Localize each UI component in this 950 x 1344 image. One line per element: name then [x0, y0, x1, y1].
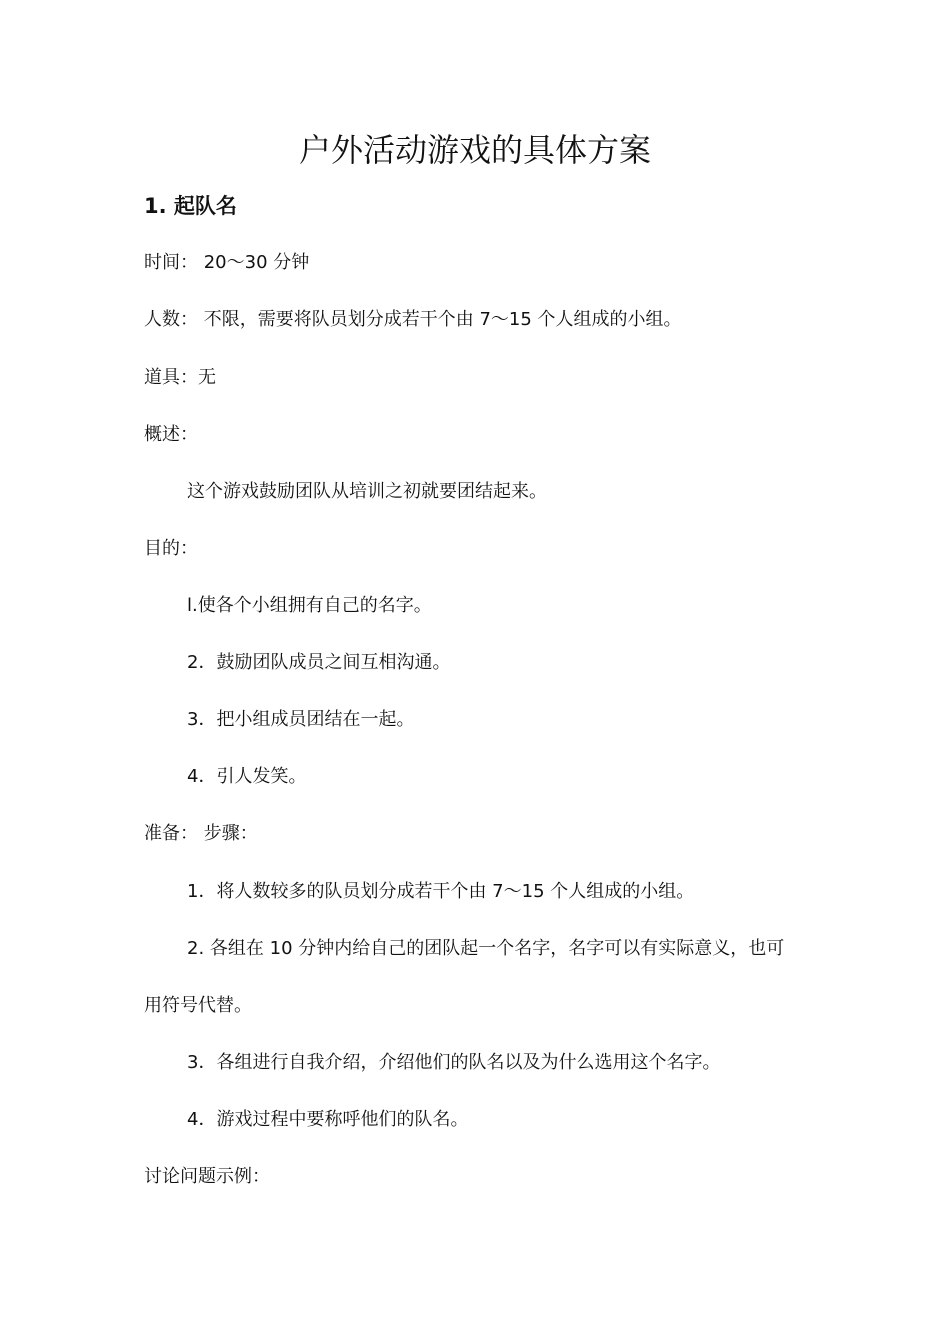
props-line: 道具：无 [144, 367, 216, 388]
step-item: 2. 各组在 10 分钟内给自己的团队起一个名字，名字可以有实际意义，也可 [187, 938, 785, 959]
prep-label: 准备： 步骤： [144, 823, 258, 844]
purpose-item: 3．把小组成员团结在一起。 [187, 709, 415, 730]
step-item: 4．游戏过程中要称呼他们的队名。 [187, 1109, 469, 1130]
overview-text: 这个游戏鼓励团队从培训之初就要团结起来。 [187, 481, 547, 502]
step-item: 1．将人数较多的队员划分成若干个由 7～15 个人组成的小组。 [187, 881, 695, 902]
time-line: 时间： 20～30 分钟 [144, 252, 310, 273]
purpose-label: 目的： [144, 538, 198, 559]
discussion-label: 讨论问题示例： [144, 1166, 270, 1187]
step-item-continued: 用符号代替。 [144, 995, 252, 1016]
people-line: 人数： 不限，需要将队员划分成若干个由 7～15 个人组成的小组。 [144, 309, 682, 330]
overview-label: 概述： [144, 424, 198, 445]
purpose-item: 4．引人发笑。 [187, 766, 307, 787]
document-title: 户外活动游戏的具体方案 [298, 131, 651, 169]
step-item: 3．各组进行自我介绍，介绍他们的队名以及为什么选用这个名字。 [187, 1052, 721, 1073]
purpose-item: l.使各个小组拥有自己的名字。 [187, 595, 432, 616]
section-heading: 1. 起队名 [144, 194, 237, 218]
purpose-item: 2．鼓励团队成员之间互相沟通。 [187, 652, 451, 673]
